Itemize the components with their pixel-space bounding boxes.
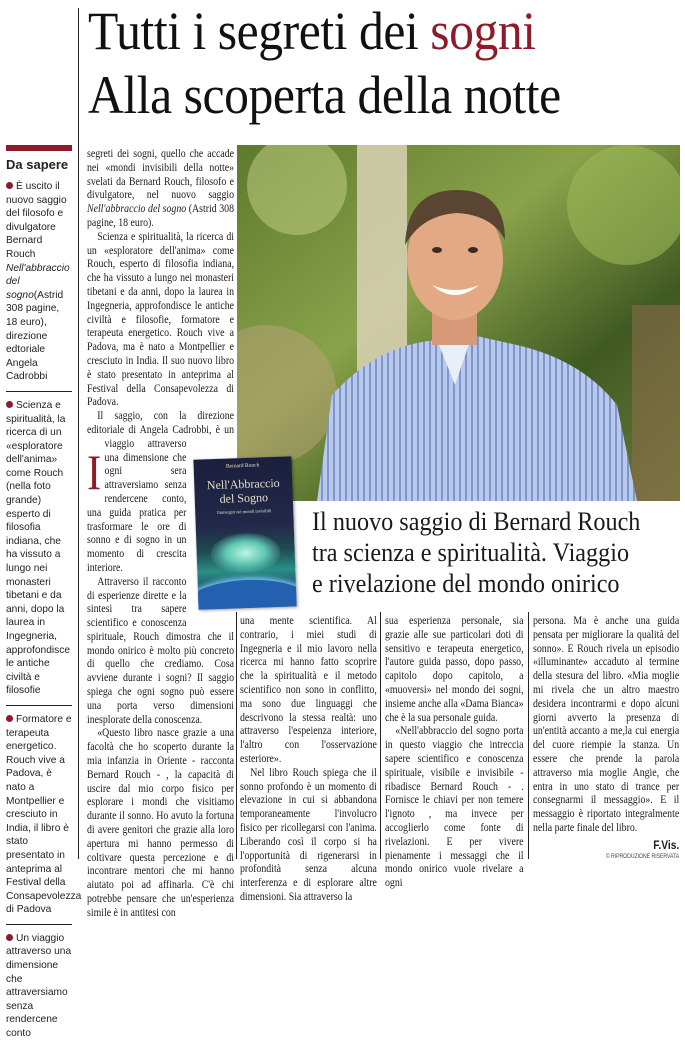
- author-photo: [237, 145, 680, 501]
- copyright-notice: © RIPRODUZIONE RISERVATA: [605, 853, 680, 860]
- sidebar-item-book-title: Nell'abbraccio del sogno: [6, 262, 70, 301]
- article-paragraph: una mente scientifica. Al contrario, i miei studi di Ingegneria e il mio lavoro nella ricerca mi hanno fatto scoprire che la spiritualità e il metodo scientifico non sono in conflitto, ma sono due linguaggi che descrivono la stessa realtà: uno attraverso l'espeienza interiore, l'altro con l'osservazione esteriore».: [240, 614, 377, 765]
- article-paragraph: «Nell'abbraccio del sogno porta in questo viaggio che intreccia sapere scientifico e conoscenza spirituale, visibile e invisibile - ribadisce Bernard Rouch - . Fornisce le chiavi per non temere l'ignoto , ma invece per accoglierlo come fonte di rivelazioni. E per vivere pienamente i messaggi che il mondo onirico vuole rivelare a ogni: [385, 724, 524, 890]
- caption-line: Il nuovo saggio di Bernard Rouch: [312, 507, 641, 536]
- column-rule: [236, 612, 237, 859]
- cover-subtitle: Immergiti nei mondi invisibili: [217, 508, 272, 515]
- bullet-icon: [6, 715, 13, 722]
- cover-author: Bernard Rouch: [225, 462, 260, 470]
- caption-line: tra scienza e spiritualità. Viaggio: [312, 538, 630, 567]
- cover-title-line: Nell'Abbraccio: [206, 475, 280, 493]
- photo-caption: [312, 506, 640, 599]
- bullet-icon: [6, 182, 13, 189]
- book-cover: [193, 456, 296, 609]
- headline-line-1: [88, 0, 536, 62]
- sidebar-da-sapere: [6, 145, 82, 1052]
- author-portrait-image: [237, 145, 680, 501]
- headline-line-2: Alla scoperta della notte: [88, 65, 561, 125]
- sidebar-heading: Da sapere: [6, 157, 69, 172]
- column-rule: [528, 612, 529, 859]
- bullet-icon: [6, 934, 13, 941]
- headline-accent: sogni: [430, 1, 536, 61]
- headline-rule: [78, 8, 79, 859]
- article-paragraph: Nel libro Rouch spiega che il sonno profondo è un momento di elevazione in cui si abbandona temporaneamente l'involucro fisico per ricollegarsi con l'anima. Liberando così il corpo si ha l'opportunità di rigenerarsi in profondità senza alcuna interferenza e di esplorare altre dimensioni. Sia attraverso la: [240, 765, 377, 903]
- drop-cap: I: [87, 444, 102, 500]
- sidebar-item-text: Formatore e terapeuta energetico. Rouch vive a Padova, è nato a Montpellier e cresciuto in India, il libro è stato presentato in anteprima al Festival della Consapevolezza di Padova: [6, 713, 82, 916]
- book-title-italic: Nell'abbraccio del sogno: [87, 202, 187, 216]
- sidebar-item: [6, 177, 72, 392]
- article-paragraph: persona. Ma è anche una guida pensata per migliorare la qualità del sonno». E Rouch rivela un episodio «illuminante» accaduto al termine della stesura del libro. «Mia moglie mi rivela che un altro maestro desidera incontrarmi e dopo alcuni giorni avverto la presenza di un'entità accanto a me,la cui energia del cuore riempie la stanza. Un essere che prende la parola attraverso mia moglie Angie, che entra in uno stato di trance per consegnarmi il messaggio». E il messaggio è riportato integralmente nella parte finale del libro.: [533, 614, 680, 834]
- sidebar-item: [6, 396, 72, 706]
- cover-title-line: del Sogno: [219, 490, 269, 506]
- article-paragraph: sua esperienza personale, sia grazie alle sue particolari doti di sensitivo e terapeuta energetico, l'autore guida passo, dopo passo, capitolo dopo capitolo, a «muoversi» nel mondo dei sogni, insieme anche alla «Dama Bianca» che è la sua personale guida.: [385, 614, 524, 724]
- author-signature: F.Vis.: [653, 837, 680, 852]
- article-paragraph: «Questo libro nasce grazie a una facoltà che ho scoperto durante la mia infanzia in Oriente - racconta Bernard Rouch - , la capacità di uscire dal mio corpo fisico per esplorare i mondi che visitiamo durante il sonno. Ho avuto la fortuna di avere genitori che grazie alla loro apertura mi hanno permesso di coltivare questa percezione e di incontrare mentori che mi hanno aiutato poi ad affinarla. C'è chi potrebbe pensare che un'esperienza simile è in antitesi con: [87, 726, 235, 919]
- sidebar-item-text: (Astrid 308 pagine, 18 euro), direzione edtoriale Angela Cadrobbi: [6, 289, 64, 383]
- article-column-3: [385, 614, 524, 890]
- cover-title: [194, 475, 293, 506]
- article-paragraph: Il saggio, con la direzione editoriale di Angela Cadrobbi, è un viaggio attraverso una dimensione che ogni sera attraversiamo senza rendercene conto, una guida pratica per trasformare le ore di sonno e di sogno in un momento di crescita interiore.: [87, 409, 235, 574]
- cover-earth: [193, 577, 296, 609]
- paragraph-text: (Astrid 308 pagine, 18 euro).: [87, 202, 235, 229]
- cover-glow: [210, 532, 281, 574]
- sidebar-item: [6, 710, 82, 925]
- column-rule: [380, 612, 381, 859]
- sidebar-item: [6, 929, 72, 1048]
- article-paragraph: Attraverso il racconto di esperienze dirette e la sintesi tra sapere scientifico e conoscenza spirituale, Rouch dimostra che il mondo onirico è molto più concreto di quello che crediamo. Cosa avviene durante i sogni? Il saggio spiega che ogni sogno può essere una porta verso dimensioni inesplorate della conoscenza.: [87, 574, 235, 726]
- sidebar-item-text: Un viaggio attraverso una dimensione che attraversiamo senza rendercene conto: [6, 932, 72, 1040]
- sidebar-item-text: Scienza e spiritualità, la ricerca di un «esploratore dell'anima» come Rouch (nella foto grande) esperto di filosofia indiana, che ha vissuto a lungo nei monasteri tibetani e da anni, dopo la laurea in Ingegneria, approfondisce le antiche civiltà e filosofie: [6, 399, 71, 697]
- article-column-4: [533, 614, 679, 861]
- sidebar-accent-bar: [6, 145, 72, 151]
- article-column-2: [240, 614, 377, 904]
- caption-line: e rivelazione del mondo onirico: [312, 569, 620, 598]
- paragraph-text: segreti dei sogni, quello che accade nei «mondi invisibili della notte» svelati da Bernard Rouch, filosofo e divulgatore, nel nuovo saggio: [87, 147, 235, 202]
- article-paragraph: Scienza e spiritualità, la ricerca di un «esploratore dell'anima» come Rouch, esperto di filosofia indiana, che ha vissuto a lungo nei monasteri tibetani e da anni, dopo la laurea in Ingegneria, approfondisce le antiche civiltà e filosofie, formatore e terapeuta energetico. Rouch vive a Padova, ma è nato a Montpellier e cresciuto in India. Il suo nuovo libro è stato presentato in anteprima al Festival della Consapevolezza di Padova.: [87, 229, 235, 409]
- headline-prefix: Tutti i segreti dei: [88, 1, 431, 61]
- bullet-icon: [6, 401, 13, 408]
- sidebar-item-text: È uscito il nuovo saggio del filosofo e divulgatore Bernard Rouch: [6, 181, 67, 260]
